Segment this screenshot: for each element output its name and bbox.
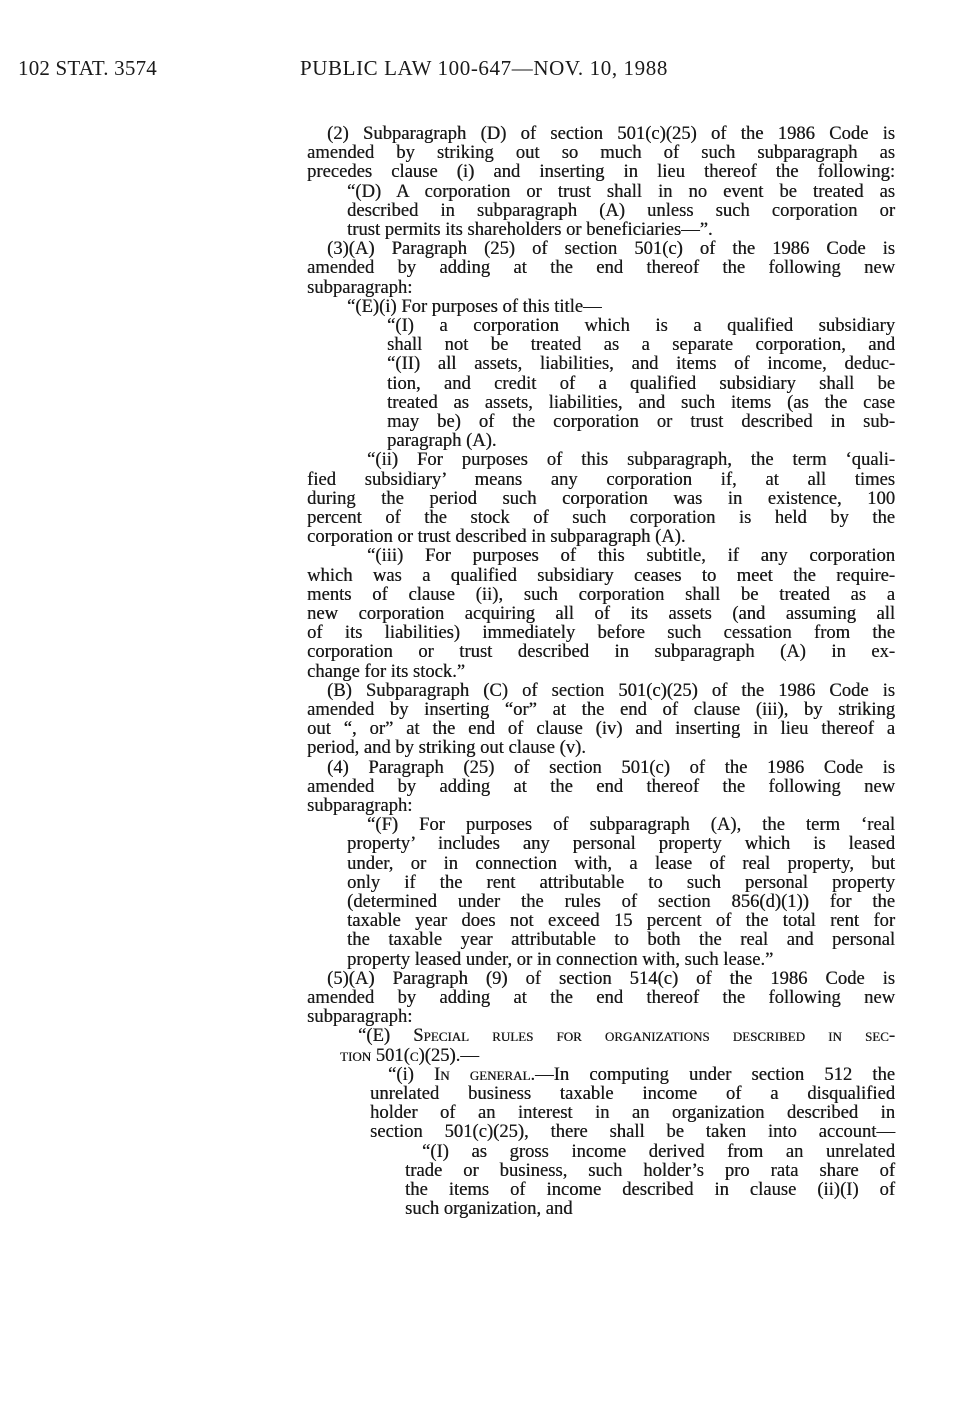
- text-line: taxable year does not exceed 15 percent of the total rent for: [347, 910, 895, 932]
- text-line: period, and by striking out clause (v).: [307, 737, 586, 759]
- text-line: treated as assets, liabilities, and such items (as the case: [387, 391, 895, 413]
- text-line: section 501(c)(25), there shall be taken into account—: [370, 1121, 895, 1143]
- text-line: only if the rent attributable to such personal property: [347, 871, 895, 893]
- text-line: “(E)(i) For purposes of this title—: [347, 295, 602, 317]
- text-line: “(II) all assets, liabilities, and items of income, deduc-: [387, 353, 895, 375]
- text-line: corporation or trust described in subparagraph (A) in ex-: [307, 641, 895, 663]
- text-line: property leased under, or in connection with, such lease.”: [347, 948, 774, 970]
- text-line: “(D) A corporation or trust shall in no event be treated as: [347, 180, 895, 202]
- text-line: “(F) For purposes of subparagraph (A), the term ‘real: [367, 814, 895, 836]
- text-line: unrelated business taxable income of a disqualified: [370, 1083, 895, 1104]
- running-header: PUBLIC LAW 100-647—NOV. 10, 1988: [300, 56, 668, 80]
- text-line: fied subsidiary’ means any corporation if, at all times: [307, 468, 895, 490]
- text-line: “(E) Special rules for organizations described in sec-: [358, 1025, 895, 1047]
- text-line: (2) Subparagraph (D) of section 501(c)(25) of the 1986 Code is: [327, 123, 895, 144]
- text-line: precedes clause (i) and inserting in lieu thereof the following:: [307, 161, 895, 183]
- text-line: holder of an interest in an organization described in: [370, 1102, 895, 1124]
- text-line: ments of clause (ii), such corporation shall be treated as a: [307, 583, 895, 605]
- text-line: amended by adding at the end thereof the following new: [307, 257, 895, 279]
- text-line: described in subparagraph (A) unless such corporation or: [347, 199, 895, 221]
- text-line: amended by adding at the end thereof the following new: [307, 775, 895, 797]
- text-line: “(ii) For purposes of this subparagraph, the term ‘quali-: [367, 449, 895, 471]
- text-line: paragraph (A).: [387, 430, 497, 452]
- page-stat-reference: 102 STAT. 3574: [18, 56, 157, 80]
- text-line: “(iii) For purposes of this subtitle, if any corporation: [367, 545, 895, 567]
- text-line: amended by striking out so much of such subparagraph as: [307, 142, 895, 164]
- text-line: under, or in connection with, a lease of real property, but: [347, 852, 895, 874]
- heading-small-caps: In general.—: [433, 1063, 554, 1085]
- text-line: corporation or trust described in subparagraph (A).: [307, 526, 686, 548]
- text-line: the items of income described in clause (ii)(I) of: [405, 1179, 895, 1200]
- text-line: subparagraph:: [307, 1006, 413, 1028]
- text-line: of its liabilities) immediately before such cessation from the: [307, 622, 895, 644]
- text-line: trust permits its shareholders or beneficiaries—”.: [347, 219, 713, 240]
- text-line: which was a qualified subsidiary ceases to meet the require-: [307, 564, 895, 586]
- text-line: “(I) as gross income derived from an unrelated: [422, 1140, 895, 1162]
- text-line: (B) Subparagraph (C) of section 501(c)(25) of the 1986 Code is: [327, 679, 895, 701]
- text-line: trade or business, such holder’s pro rata share of: [405, 1159, 895, 1181]
- text-line: change for its stock.”: [307, 660, 465, 682]
- text-line: (determined under the rules of section 856(d)(1)) for the: [347, 891, 895, 912]
- text-line: out “, or” at the end of clause (iv) and inserting in lieu thereof a: [307, 718, 895, 740]
- text-line: amended by inserting “or” at the end of clause (iii), by striking: [307, 699, 895, 720]
- text-line: amended by adding at the end thereof the following new: [307, 987, 895, 1008]
- text-line: (4) Paragraph (25) of section 501(c) of the 1986 Code is: [327, 756, 895, 778]
- text-line: tion 501(c)(25).—: [340, 1044, 479, 1066]
- text-line: subparagraph:: [307, 276, 413, 298]
- text-line: during the period such corporation was in existence, 100: [307, 487, 895, 509]
- text-line: may be) of the corporation or trust described in sub-: [387, 411, 895, 432]
- text-line: the taxable year attributable to both the real and personal: [347, 929, 895, 951]
- text-line: tion, and credit of a qualified subsidiary shall be: [387, 372, 895, 394]
- text-line: subparagraph:: [307, 795, 413, 816]
- text-line: property’ includes any personal property which is leased: [347, 833, 895, 855]
- text-line: (5)(A) Paragraph (9) of section 514(c) of the 1986 Code is: [327, 967, 895, 989]
- text-line: such organization, and: [405, 1198, 573, 1220]
- text-line: “(i) In general.—In computing under section 512 the: [388, 1063, 896, 1085]
- text-line: shall not be treated as a separate corporation, and: [387, 334, 895, 356]
- text-line: “(I) a corporation which is a qualified subsidiary: [387, 315, 895, 336]
- text-line: new corporation acquiring all of its assets (and assuming all: [307, 603, 895, 624]
- text-line: (3)(A) Paragraph (25) of section 501(c) of the 1986 Code is: [327, 238, 895, 260]
- text-line: percent of the stock of such corporation is held by the: [307, 507, 895, 528]
